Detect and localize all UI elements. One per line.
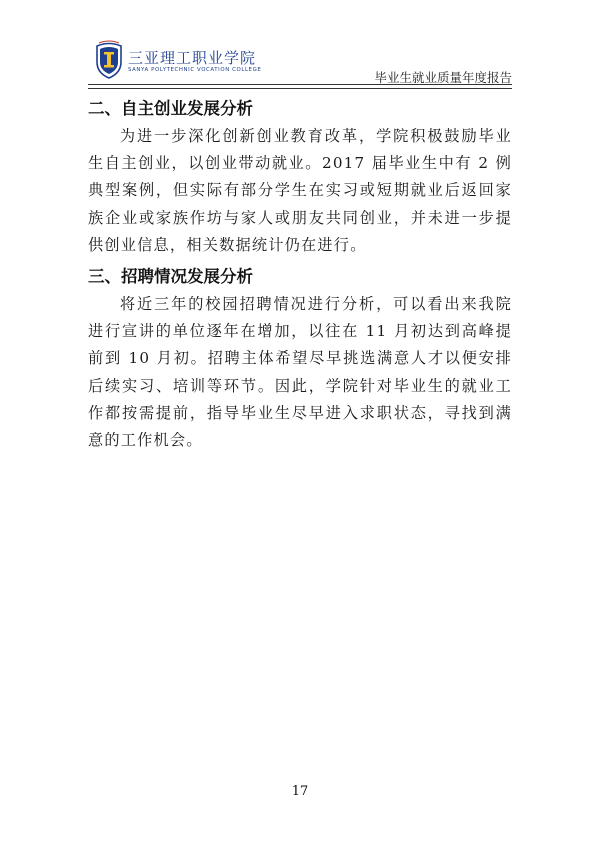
section-paragraph: 将近三年的校园招聘情况进行分析，可以看出来我院进行宣讲的单位逐年在增加，以往在 11 月初达到高峰提前到 10 月初。招聘主体希望尽早挑选满意人才以便安排后续实习、培训等环节。因此，学院针对毕业生的就业工作都按需提前，指导毕业生尽早进入求职状态，寻找到满意的工作机会。 [88, 295, 512, 450]
section-recruitment [88, 263, 512, 454]
page-number: 17 [291, 784, 309, 799]
document-body [88, 95, 512, 454]
section-paragraph: 为进一步深化创新创业教育改革，学院积极鼓励毕业生自主创业，以创业带动就业。2017 届毕业生中有 2 例典型案例，但实际有部分学生在实习或短期就业后返回家族企业或家族作坊与家人或朋友共同创业，并未进一步提供创业信息，相关数据统计仍在进行。 [88, 127, 512, 254]
report-title: 毕业生就业质量年度报告 [374, 70, 512, 85]
section-heading: 三、招聘情况发展分析 [88, 267, 253, 287]
section-heading: 二、自主创业发展分析 [88, 99, 253, 118]
header-divider [88, 84, 512, 85]
page-header [0, 0, 600, 90]
header-divider-thin [88, 88, 512, 89]
school-name-cn: 三亚理工职业学院 [128, 49, 257, 67]
section-entrepreneurship [88, 95, 512, 259]
school-shield-icon [95, 40, 123, 80]
school-name-en: SANYA POLYTECHNIC VOCATION COLLEGE [128, 67, 262, 73]
